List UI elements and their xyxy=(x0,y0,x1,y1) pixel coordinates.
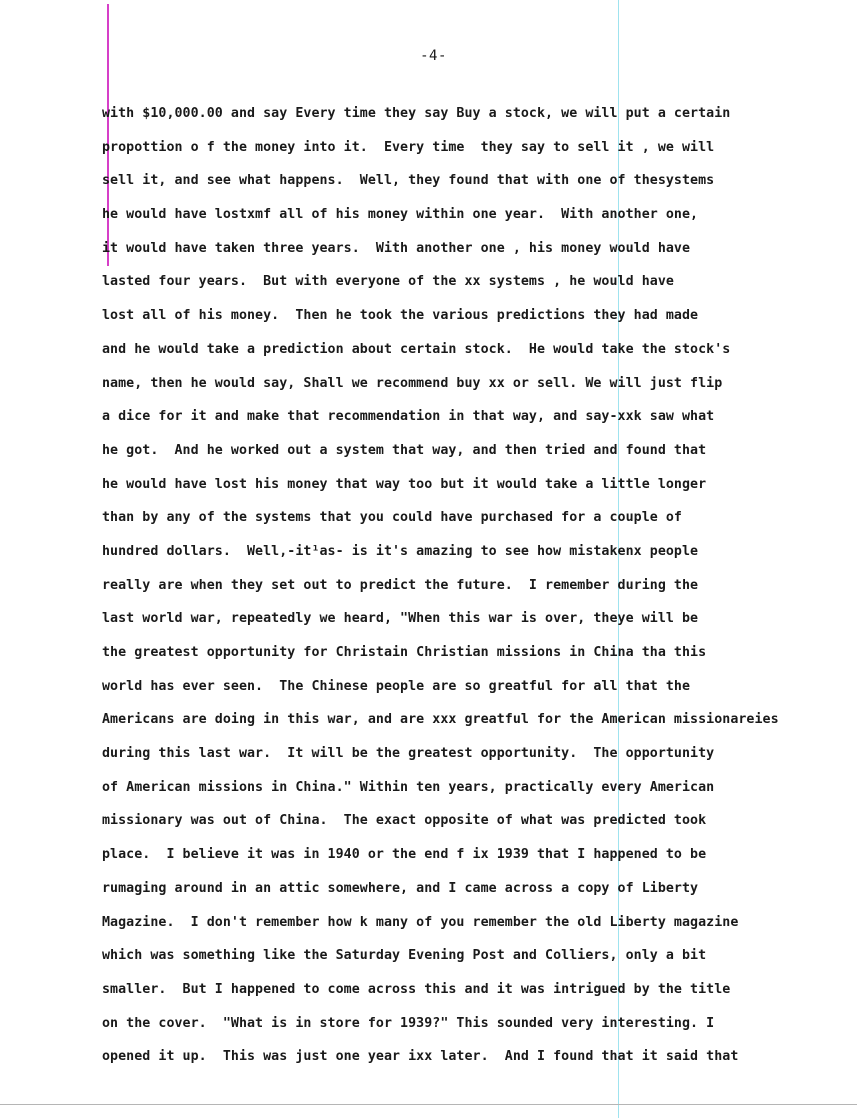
text-line: lasted four years. But with everyone of the xx systems , he would have xyxy=(102,274,674,290)
text-line: smaller. But I happened to come across this and it was intrigued by the title xyxy=(102,981,731,997)
text-line: name, then he would say, Shall we recommend buy xx or sell. We will just flip xyxy=(102,375,723,391)
text-line: Americans are doing in this war, and are xxx greatful for the American missionareies xyxy=(102,712,779,728)
page-number: -4- xyxy=(420,48,447,64)
text-line: place. I believe it was in 1940 or the end f ix 1939 that I happened to be xyxy=(102,847,707,863)
text-line: last world war, repeatedly we heard, "When this war is over, theye will be xyxy=(102,611,699,627)
text-line: really are when they set out to predict the future. I remember during the xyxy=(102,577,699,593)
text-line: during this last war. It will be the greatest opportunity. The opportunity xyxy=(102,746,715,762)
scan-artifact xyxy=(4,2,44,6)
text-line: world has ever seen. The Chinese people are so greatful for all that the xyxy=(102,678,691,694)
typed-text-body xyxy=(102,104,842,1081)
text-line: hundred dollars. Well,-it¹as- is it's amazing to see how mistakenx people xyxy=(102,543,699,559)
text-line: propottion o f the money into it. Every time they say to sell it , we will xyxy=(102,139,715,155)
text-line: he would have lostxmf all of his money within one year. With another one, xyxy=(102,207,699,223)
text-line: opened it up. This was just one year ixx later. And I found that it said that xyxy=(102,1049,739,1065)
text-line: with $10,000.00 and say Every time they say Buy a stock, we will put a certain xyxy=(102,106,731,121)
text-line: sell it, and see what happens. Well, they found that with one of thesystems xyxy=(102,173,715,189)
text-line: a dice for it and make that recommendation in that way, and say-xxk saw what xyxy=(102,409,715,425)
text-line: on the cover. "What is in store for 1939?" This sounded very interesting. I xyxy=(102,1015,715,1031)
text-line: he would have lost his money that way too but it would take a little longer xyxy=(102,476,707,492)
text-line: than by any of the systems that you could have purchased for a couple of xyxy=(102,510,682,526)
text-line: which was something like the Saturday Evening Post and Colliers, only a bit xyxy=(102,948,707,964)
text-line: he got. And he worked out a system that way, and then tried and found that xyxy=(102,442,707,458)
page-bottom-edge xyxy=(0,1104,857,1105)
text-line: missionary was out of China. The exact opposite of what was predicted took xyxy=(102,813,707,829)
text-line: and he would take a prediction about certain stock. He would take the stock's xyxy=(102,341,731,357)
text-line: of American missions in China." Within ten years, practically every American xyxy=(102,779,715,795)
text-line: rumaging around in an attic somewhere, and I came across a copy of Liberty xyxy=(102,880,699,896)
text-line: lost all of his money. Then he took the various predictions they had made xyxy=(102,308,699,324)
text-line: the greatest opportunity for Christain Christian missions in China tha this xyxy=(102,645,707,660)
text-line: Magazine. I don't remember how k many of you remember the old Liberty magazine xyxy=(102,914,739,930)
text-line: it would have taken three years. With another one , his money would have xyxy=(102,240,691,256)
